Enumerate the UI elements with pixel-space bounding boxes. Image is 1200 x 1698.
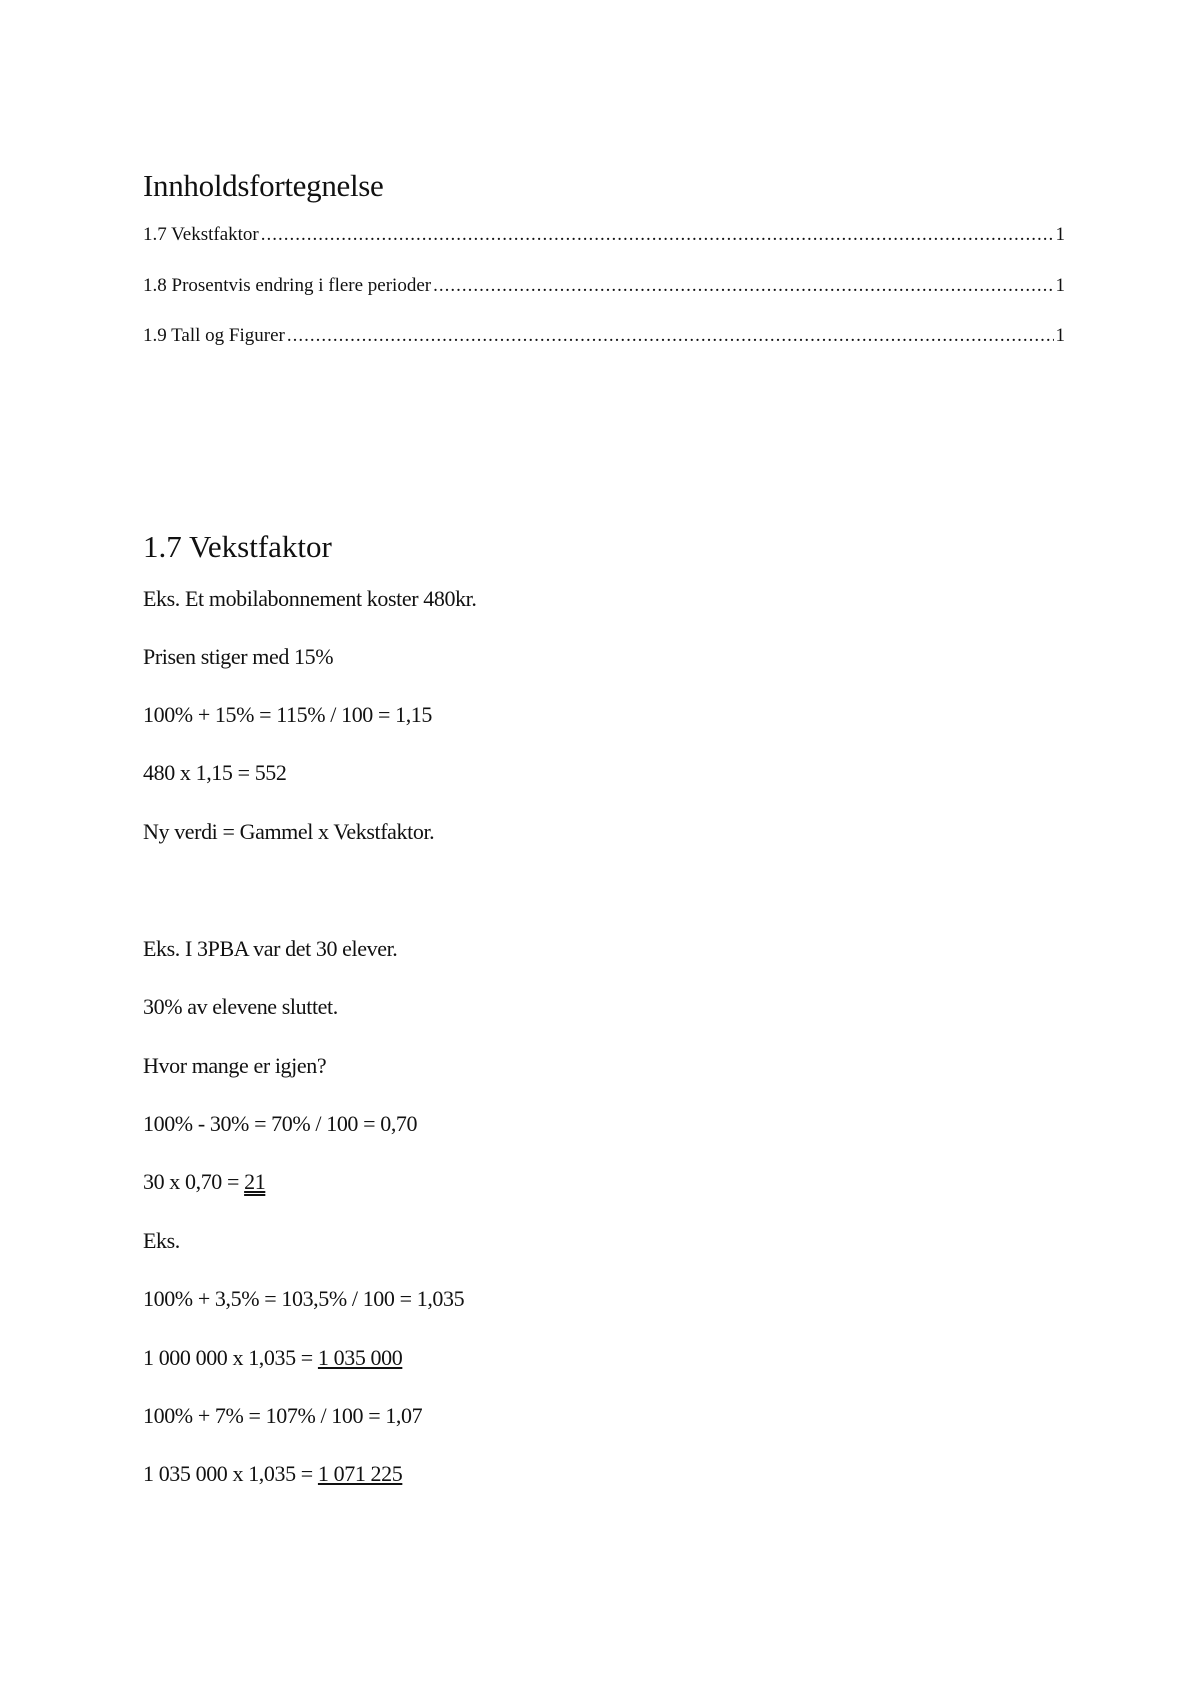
toc-entry-label: 1.7 Vekstfaktor (143, 224, 259, 245)
toc-entry[interactable] (143, 223, 1065, 247)
section-heading: 1.7 Vekstfaktor (143, 529, 332, 564)
paragraph: Eks. Et mobilabonnement koster 480kr. (143, 586, 477, 611)
toc-heading: Innholdsfortegnelse (143, 168, 384, 203)
toc-leader-dots (261, 223, 1054, 247)
paragraph: 100% + 15% = 115% / 100 = 1,15 (143, 702, 432, 727)
paragraph: 100% - 30% = 70% / 100 = 0,70 (143, 1111, 418, 1136)
toc-leader-dots (287, 324, 1054, 348)
toc-entry-label: 1.9 Tall og Figurer (143, 325, 285, 346)
calculation-text: 30 x 0,70 = (143, 1169, 245, 1194)
paragraph: 100% + 3,5% = 103,5% / 100 = 1,035 (143, 1286, 465, 1311)
toc-entry-page: 1 (1055, 275, 1065, 296)
toc-entry-page: 1 (1055, 224, 1065, 245)
paragraph: 480 x 1,15 = 552 (143, 760, 287, 785)
calculation-text: 1 000 000 x 1,035 = (143, 1345, 318, 1370)
toc-entry[interactable] (143, 274, 1065, 298)
toc-leader-dots (433, 274, 1053, 298)
paragraph: Prisen stiger med 15% (143, 644, 334, 669)
paragraph-with-answer (143, 1344, 402, 1372)
paragraph: 100% + 7% = 107% / 100 = 1,07 (143, 1403, 423, 1428)
paragraph: Eks. I 3PBA var det 30 elever. (143, 936, 398, 961)
answer-double-underlined: 21 (244, 1169, 266, 1194)
toc-entry-page: 1 (1055, 325, 1065, 346)
paragraph-with-answer (143, 1168, 265, 1196)
paragraph: Hvor mange er igjen? (143, 1053, 327, 1078)
paragraph-with-answer (143, 1460, 402, 1488)
paragraph: Ny verdi = Gammel x Vekstfaktor. (143, 819, 435, 844)
toc-entry-label: 1.8 Prosentvis endring i flere perioder (143, 275, 432, 296)
calculation-text: 1 035 000 x 1,035 = (143, 1461, 318, 1486)
paragraph: 30% av elevene sluttet. (143, 994, 338, 1019)
answer-underlined: 1 071 225 (317, 1461, 403, 1486)
paragraph: Eks. (143, 1228, 180, 1253)
answer-underlined: 1 035 000 (317, 1345, 403, 1370)
toc-entry[interactable] (143, 324, 1065, 348)
